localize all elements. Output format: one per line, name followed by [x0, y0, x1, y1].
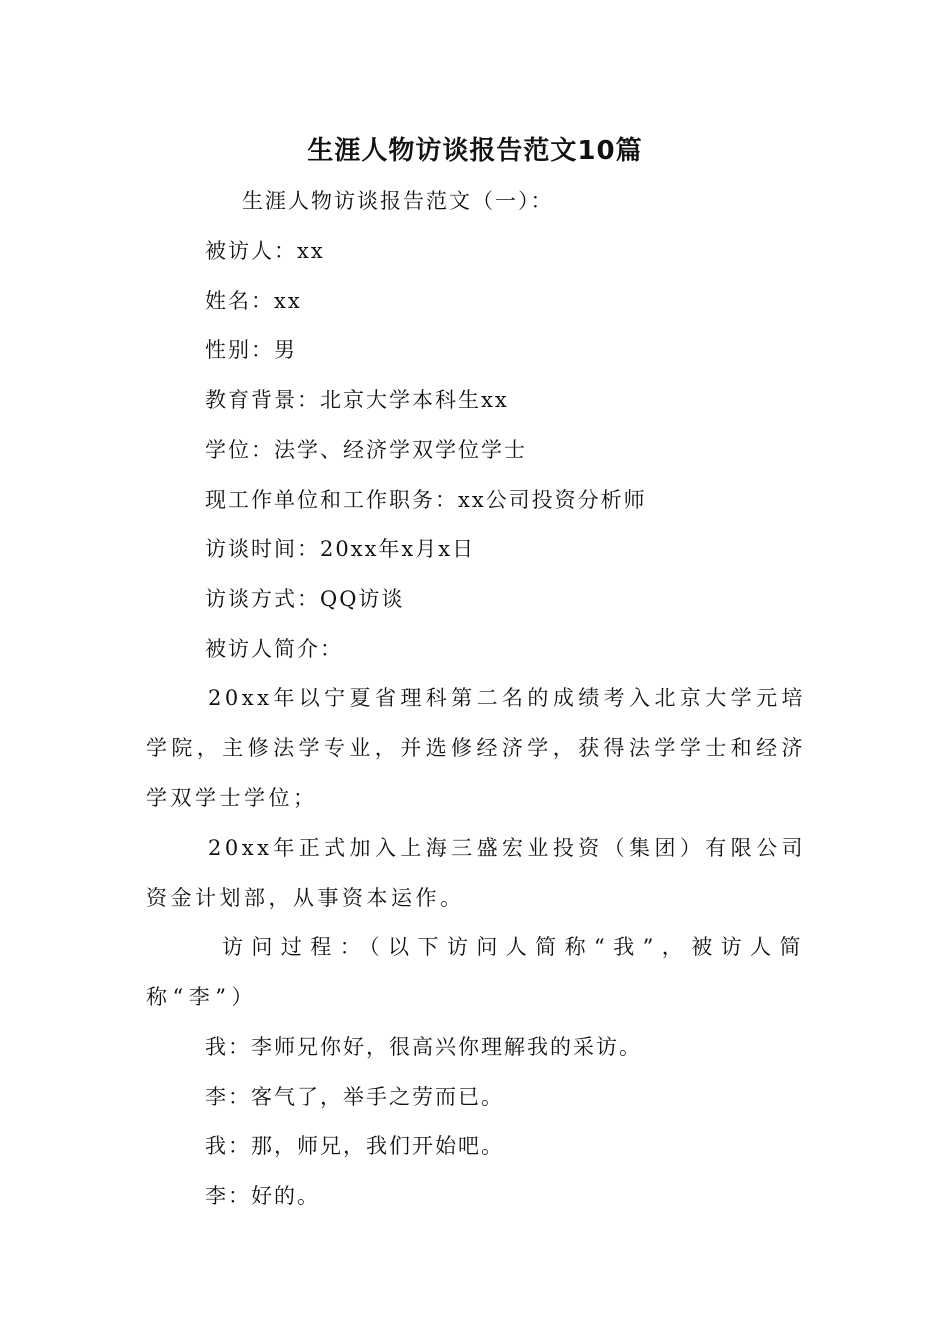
field-workplace: 现工作单位和工作职务：xx公司投资分析师 — [205, 488, 647, 512]
field-degree: 学位：法学、经济学双学位学士 — [205, 438, 527, 462]
field-interviewee: 被访人：xx — [205, 239, 325, 263]
field-interview-method: 访谈方式：QQ访谈 — [205, 587, 405, 611]
dialogue-line: 我：那，师兄，我们开始吧。 — [205, 1134, 504, 1158]
section-subtitle: 生涯人物访谈报告范文（一）： — [242, 189, 554, 213]
field-gender: 性别：男 — [205, 338, 297, 362]
bio-paragraph-1: 20xx年以宁夏省理科第二名的成绩考入北京大学元培学院，主修法学专业，并选修经济学，获得法学学士和经济学双学士学位； — [146, 686, 806, 810]
field-education: 教育背景：北京大学本科生xx — [205, 388, 509, 412]
dialogue-line: 我：李师兄你好，很高兴你理解我的采访。 — [205, 1035, 642, 1059]
bio-paragraph-2: 20xx年正式加入上海三盛宏业投资（集团）有限公司资金计划部，从事资本运作。 — [146, 836, 806, 910]
dialogue-line: 李：好的。 — [205, 1184, 320, 1208]
field-bio-heading: 被访人简介： — [205, 637, 343, 661]
field-name: 姓名：xx — [205, 289, 302, 313]
process-paragraph: 访问过程：（以下访问人简称“我”，被访人简称“李”） — [146, 935, 806, 1009]
field-interview-time: 访谈时间：20xx年x月x日 — [205, 537, 476, 561]
dialogue-line: 李：客气了，举手之劳而已。 — [205, 1085, 504, 1109]
document-title: 生涯人物访谈报告范文10篇 — [307, 136, 643, 166]
